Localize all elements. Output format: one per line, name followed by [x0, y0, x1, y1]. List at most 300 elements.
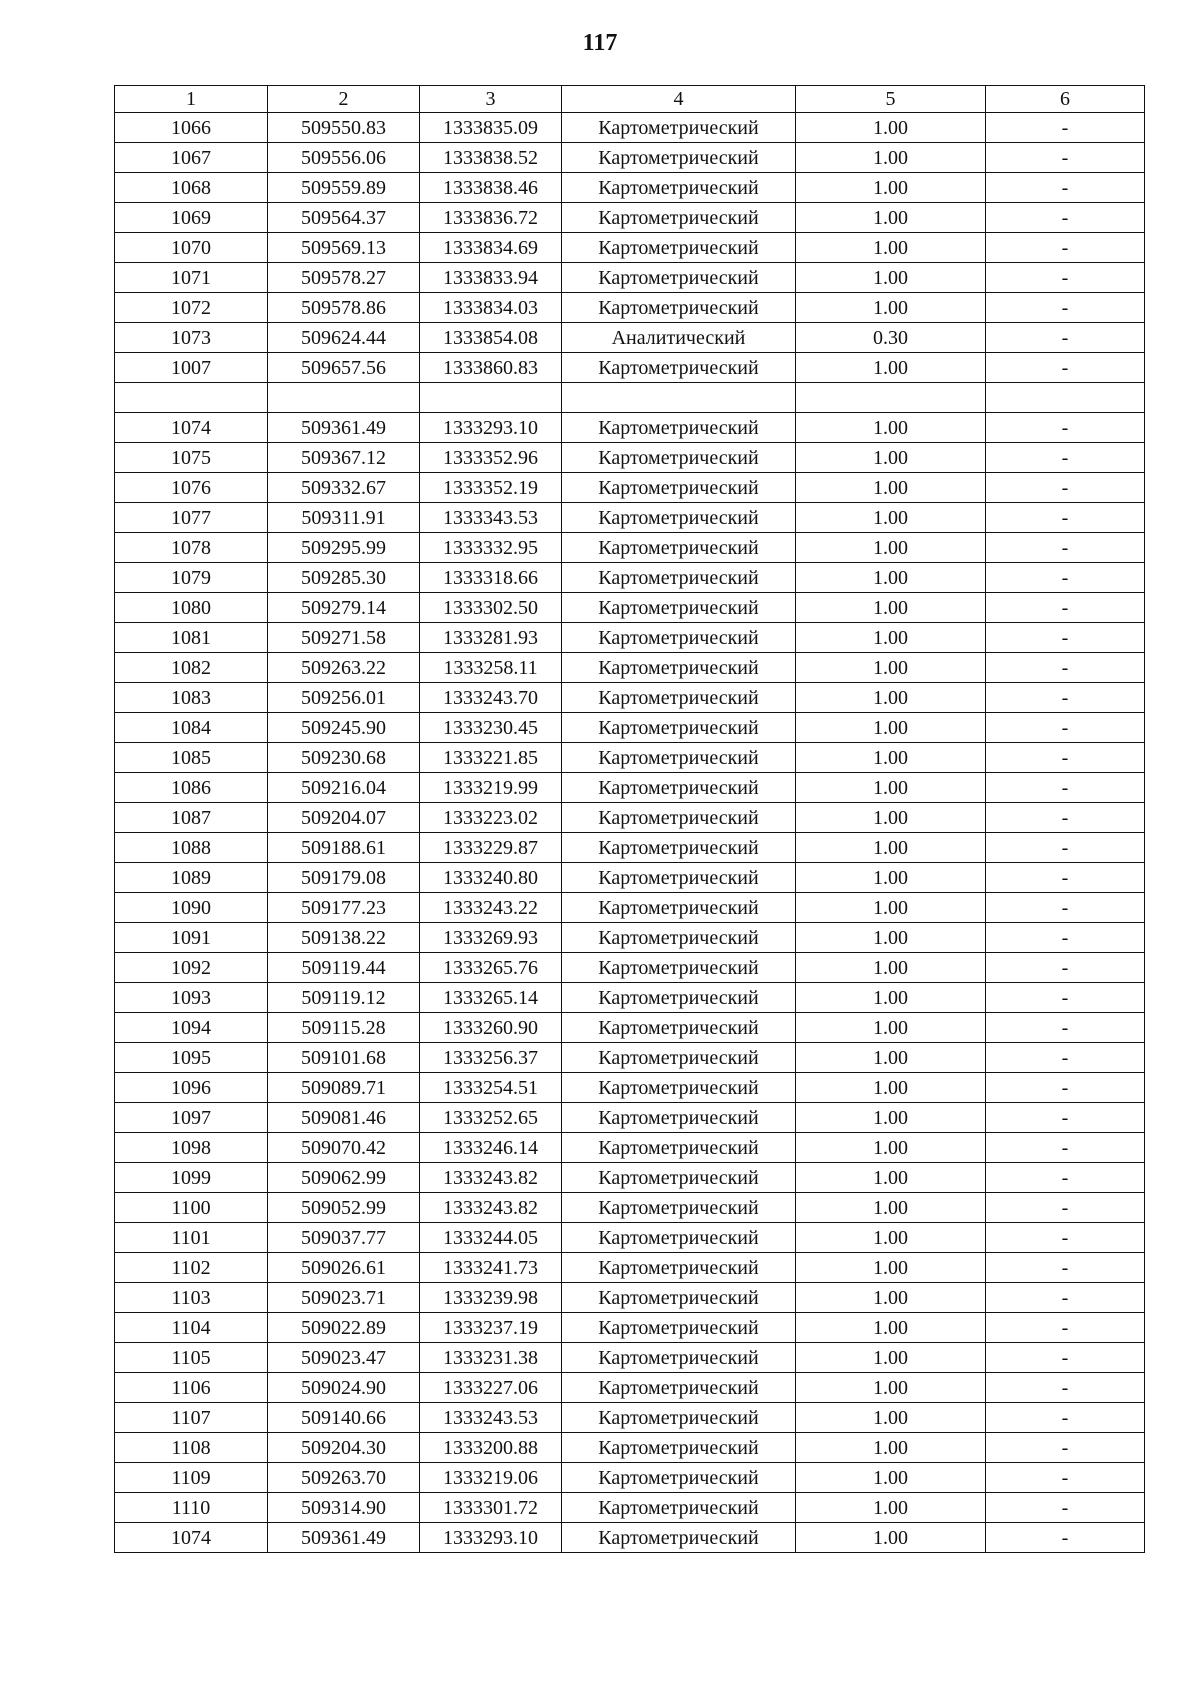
note-cell: - [986, 683, 1145, 713]
point-number-cell: 1096 [115, 1073, 268, 1103]
method-cell: Картометрический [562, 1523, 796, 1553]
x-coordinate-cell: 509263.70 [268, 1463, 420, 1493]
method-cell: Картометрический [562, 353, 796, 383]
accuracy-cell: 1.00 [796, 1523, 986, 1553]
y-coordinate-cell: 1333239.98 [420, 1283, 562, 1313]
point-number-cell: 1089 [115, 863, 268, 893]
accuracy-cell: 1.00 [796, 683, 986, 713]
table-row [115, 893, 1145, 923]
method-cell: Картометрический [562, 293, 796, 323]
note-cell: - [986, 443, 1145, 473]
method-cell: Картометрический [562, 1253, 796, 1283]
method-cell [562, 383, 796, 413]
note-cell: - [986, 983, 1145, 1013]
accuracy-cell: 1.00 [796, 1343, 986, 1373]
note-cell: - [986, 143, 1145, 173]
note-cell: - [986, 1133, 1145, 1163]
table-row [115, 863, 1145, 893]
table-row [115, 803, 1145, 833]
y-coordinate-cell: 1333258.11 [420, 653, 562, 683]
accuracy-cell: 1.00 [796, 923, 986, 953]
method-cell: Картометрический [562, 1403, 796, 1433]
accuracy-cell: 1.00 [796, 1253, 986, 1283]
point-number-cell: 1095 [115, 1043, 268, 1073]
y-coordinate-cell: 1333293.10 [420, 413, 562, 443]
point-number-cell: 1072 [115, 293, 268, 323]
note-cell: - [986, 1373, 1145, 1403]
note-cell: - [986, 1343, 1145, 1373]
x-coordinate-cell: 509245.90 [268, 713, 420, 743]
method-cell: Картометрический [562, 893, 796, 923]
accuracy-cell: 1.00 [796, 593, 986, 623]
x-coordinate-cell: 509556.06 [268, 143, 420, 173]
table-header [115, 86, 1145, 113]
accuracy-cell: 1.00 [796, 623, 986, 653]
point-number-cell: 1084 [115, 713, 268, 743]
accuracy-cell: 1.00 [796, 713, 986, 743]
method-cell: Картометрический [562, 1433, 796, 1463]
method-cell: Картометрический [562, 233, 796, 263]
table-row [115, 653, 1145, 683]
method-cell: Картометрический [562, 953, 796, 983]
accuracy-cell: 1.00 [796, 803, 986, 833]
point-number-cell: 1106 [115, 1373, 268, 1403]
x-coordinate-cell: 509119.44 [268, 953, 420, 983]
x-coordinate-cell: 509062.99 [268, 1163, 420, 1193]
y-coordinate-cell: 1333252.65 [420, 1103, 562, 1133]
y-coordinate-cell: 1333244.05 [420, 1223, 562, 1253]
accuracy-cell: 1.00 [796, 1043, 986, 1073]
method-cell: Картометрический [562, 1493, 796, 1523]
accuracy-cell: 1.00 [796, 1313, 986, 1343]
x-coordinate-cell: 509285.30 [268, 563, 420, 593]
y-coordinate-cell: 1333219.99 [420, 773, 562, 803]
point-number-cell: 1109 [115, 1463, 268, 1493]
x-coordinate-cell: 509119.12 [268, 983, 420, 1013]
x-coordinate-cell: 509188.61 [268, 833, 420, 863]
x-coordinate-cell: 509230.68 [268, 743, 420, 773]
method-cell: Картометрический [562, 803, 796, 833]
point-number-cell: 1070 [115, 233, 268, 263]
table-row [115, 743, 1145, 773]
note-cell: - [986, 1073, 1145, 1103]
x-coordinate-cell: 509559.89 [268, 173, 420, 203]
note-cell: - [986, 893, 1145, 923]
point-number-cell: 1092 [115, 953, 268, 983]
y-coordinate-cell: 1333230.45 [420, 713, 562, 743]
table-row [115, 923, 1145, 953]
x-coordinate-cell [268, 383, 420, 413]
method-cell: Картометрический [562, 1193, 796, 1223]
point-number-cell: 1105 [115, 1343, 268, 1373]
coordinates-table [114, 85, 1145, 1553]
point-number-cell: 1079 [115, 563, 268, 593]
y-coordinate-cell: 1333836.72 [420, 203, 562, 233]
accuracy-cell: 1.00 [796, 1103, 986, 1133]
x-coordinate-cell: 509070.42 [268, 1133, 420, 1163]
note-cell: - [986, 863, 1145, 893]
y-coordinate-cell: 1333293.10 [420, 1523, 562, 1553]
accuracy-cell: 1.00 [796, 443, 986, 473]
accuracy-cell: 1.00 [796, 1193, 986, 1223]
accuracy-cell: 1.00 [796, 1283, 986, 1313]
y-coordinate-cell: 1333838.52 [420, 143, 562, 173]
table-row [115, 1433, 1145, 1463]
point-number-cell [115, 383, 268, 413]
point-number-cell: 1099 [115, 1163, 268, 1193]
x-coordinate-cell: 509216.04 [268, 773, 420, 803]
accuracy-cell: 1.00 [796, 983, 986, 1013]
x-coordinate-cell: 509279.14 [268, 593, 420, 623]
accuracy-cell: 1.00 [796, 1433, 986, 1463]
accuracy-cell: 1.00 [796, 1163, 986, 1193]
x-coordinate-cell: 509271.58 [268, 623, 420, 653]
method-cell: Аналитический [562, 323, 796, 353]
note-cell: - [986, 953, 1145, 983]
table-row [115, 1373, 1145, 1403]
accuracy-cell: 1.00 [796, 533, 986, 563]
table-row [115, 983, 1145, 1013]
point-number-cell: 1088 [115, 833, 268, 863]
accuracy-cell: 1.00 [796, 293, 986, 323]
y-coordinate-cell: 1333221.85 [420, 743, 562, 773]
note-cell: - [986, 413, 1145, 443]
method-cell: Картометрический [562, 1223, 796, 1253]
y-coordinate-cell: 1333834.69 [420, 233, 562, 263]
note-cell: - [986, 263, 1145, 293]
y-coordinate-cell: 1333281.93 [420, 623, 562, 653]
method-cell: Картометрический [562, 593, 796, 623]
table-row [115, 1523, 1145, 1553]
note-cell: - [986, 113, 1145, 143]
table-row [115, 563, 1145, 593]
point-number-cell: 1083 [115, 683, 268, 713]
accuracy-cell: 1.00 [796, 1403, 986, 1433]
table-row [115, 1463, 1145, 1493]
point-number-cell: 1108 [115, 1433, 268, 1463]
method-cell: Картометрический [562, 263, 796, 293]
point-number-cell: 1091 [115, 923, 268, 953]
note-cell: - [986, 653, 1145, 683]
point-number-cell: 1066 [115, 113, 268, 143]
table-row [115, 683, 1145, 713]
x-coordinate-cell: 509578.86 [268, 293, 420, 323]
x-coordinate-cell: 509578.27 [268, 263, 420, 293]
y-coordinate-cell: 1333302.50 [420, 593, 562, 623]
method-cell: Картометрический [562, 173, 796, 203]
header-row [115, 86, 1145, 113]
method-cell: Картометрический [562, 113, 796, 143]
x-coordinate-cell: 509314.90 [268, 1493, 420, 1523]
accuracy-cell: 1.00 [796, 863, 986, 893]
note-cell: - [986, 293, 1145, 323]
table-row [115, 353, 1145, 383]
table-row [115, 533, 1145, 563]
table-row [115, 1313, 1145, 1343]
point-number-cell: 1090 [115, 893, 268, 923]
accuracy-cell: 1.00 [796, 1493, 986, 1523]
y-coordinate-cell: 1333229.87 [420, 833, 562, 863]
accuracy-cell: 1.00 [796, 1133, 986, 1163]
table-row [115, 1133, 1145, 1163]
accuracy-cell: 1.00 [796, 503, 986, 533]
y-coordinate-cell: 1333265.76 [420, 953, 562, 983]
x-coordinate-cell: 509361.49 [268, 413, 420, 443]
method-cell: Картометрический [562, 1163, 796, 1193]
note-cell: - [986, 533, 1145, 563]
y-coordinate-cell: 1333241.73 [420, 1253, 562, 1283]
table-row [115, 443, 1145, 473]
table-row [115, 1493, 1145, 1523]
table-row [115, 323, 1145, 353]
y-coordinate-cell: 1333860.83 [420, 353, 562, 383]
accuracy-cell: 1.00 [796, 263, 986, 293]
note-cell: - [986, 593, 1145, 623]
y-coordinate-cell: 1333223.02 [420, 803, 562, 833]
y-coordinate-cell: 1333260.90 [420, 1013, 562, 1043]
note-cell: - [986, 1463, 1145, 1493]
method-cell: Картометрический [562, 1313, 796, 1343]
column-header-6: 6 [986, 86, 1145, 113]
x-coordinate-cell: 509204.07 [268, 803, 420, 833]
accuracy-cell: 1.00 [796, 833, 986, 863]
accuracy-cell: 1.00 [796, 1223, 986, 1253]
y-coordinate-cell: 1333243.82 [420, 1163, 562, 1193]
accuracy-cell: 1.00 [796, 203, 986, 233]
table-row [115, 1283, 1145, 1313]
y-coordinate-cell: 1333240.80 [420, 863, 562, 893]
method-cell: Картометрический [562, 653, 796, 683]
method-cell: Картометрический [562, 473, 796, 503]
x-coordinate-cell: 509138.22 [268, 923, 420, 953]
method-cell: Картометрический [562, 1133, 796, 1163]
point-number-cell: 1081 [115, 623, 268, 653]
table-row [115, 413, 1145, 443]
method-cell: Картометрический [562, 713, 796, 743]
point-number-cell: 1071 [115, 263, 268, 293]
point-number-cell: 1077 [115, 503, 268, 533]
y-coordinate-cell: 1333254.51 [420, 1073, 562, 1103]
note-cell: - [986, 1103, 1145, 1133]
point-number-cell: 1075 [115, 443, 268, 473]
note-cell: - [986, 1433, 1145, 1463]
table-row [115, 173, 1145, 203]
y-coordinate-cell: 1333227.06 [420, 1373, 562, 1403]
table-row [115, 833, 1145, 863]
method-cell: Картометрический [562, 1013, 796, 1043]
accuracy-cell: 1.00 [796, 353, 986, 383]
x-coordinate-cell: 509263.22 [268, 653, 420, 683]
table-row [115, 113, 1145, 143]
method-cell: Картометрический [562, 413, 796, 443]
y-coordinate-cell: 1333833.94 [420, 263, 562, 293]
x-coordinate-cell: 509115.28 [268, 1013, 420, 1043]
x-coordinate-cell: 509037.77 [268, 1223, 420, 1253]
accuracy-cell: 1.00 [796, 1463, 986, 1493]
y-coordinate-cell: 1333301.72 [420, 1493, 562, 1523]
table-row [115, 473, 1145, 503]
point-number-cell: 1098 [115, 1133, 268, 1163]
x-coordinate-cell: 509023.47 [268, 1343, 420, 1373]
table-row [115, 503, 1145, 533]
point-number-cell: 1107 [115, 1403, 268, 1433]
accuracy-cell: 1.00 [796, 1013, 986, 1043]
point-number-cell: 1110 [115, 1493, 268, 1523]
table-row [115, 773, 1145, 803]
x-coordinate-cell: 509367.12 [268, 443, 420, 473]
column-header-3: 3 [420, 86, 562, 113]
column-header-5: 5 [796, 86, 986, 113]
column-header-4: 4 [562, 86, 796, 113]
note-cell: - [986, 353, 1145, 383]
note-cell: - [986, 1223, 1145, 1253]
point-number-cell: 1082 [115, 653, 268, 683]
y-coordinate-cell: 1333243.70 [420, 683, 562, 713]
x-coordinate-cell: 509332.67 [268, 473, 420, 503]
point-number-cell: 1068 [115, 173, 268, 203]
accuracy-cell: 1.00 [796, 143, 986, 173]
accuracy-cell: 1.00 [796, 1373, 986, 1403]
point-number-cell: 1076 [115, 473, 268, 503]
y-coordinate-cell: 1333352.19 [420, 473, 562, 503]
point-number-cell: 1073 [115, 323, 268, 353]
table-row [115, 293, 1145, 323]
y-coordinate-cell: 1333352.96 [420, 443, 562, 473]
method-cell: Картометрический [562, 623, 796, 653]
accuracy-cell: 1.00 [796, 653, 986, 683]
x-coordinate-cell: 509550.83 [268, 113, 420, 143]
x-coordinate-cell: 509179.08 [268, 863, 420, 893]
x-coordinate-cell: 509564.37 [268, 203, 420, 233]
table-row [115, 233, 1145, 263]
y-coordinate-cell: 1333243.53 [420, 1403, 562, 1433]
method-cell: Картометрический [562, 1103, 796, 1133]
note-cell: - [986, 713, 1145, 743]
table-row [115, 383, 1145, 413]
accuracy-cell: 1.00 [796, 773, 986, 803]
table-body [115, 113, 1145, 1553]
y-coordinate-cell: 1333332.95 [420, 533, 562, 563]
x-coordinate-cell: 509177.23 [268, 893, 420, 923]
x-coordinate-cell: 509569.13 [268, 233, 420, 263]
y-coordinate-cell: 1333835.09 [420, 113, 562, 143]
method-cell: Картометрический [562, 683, 796, 713]
y-coordinate-cell: 1333838.46 [420, 173, 562, 203]
y-coordinate-cell: 1333854.08 [420, 323, 562, 353]
x-coordinate-cell: 509022.89 [268, 1313, 420, 1343]
note-cell: - [986, 1163, 1145, 1193]
table-row [115, 1073, 1145, 1103]
x-coordinate-cell: 509295.99 [268, 533, 420, 563]
point-number-cell: 1101 [115, 1223, 268, 1253]
method-cell: Картометрический [562, 743, 796, 773]
note-cell: - [986, 233, 1145, 263]
point-number-cell: 1080 [115, 593, 268, 623]
y-coordinate-cell: 1333318.66 [420, 563, 562, 593]
y-coordinate-cell: 1333834.03 [420, 293, 562, 323]
note-cell: - [986, 503, 1145, 533]
accuracy-cell: 1.00 [796, 1073, 986, 1103]
method-cell: Картометрический [562, 563, 796, 593]
accuracy-cell: 1.00 [796, 953, 986, 983]
x-coordinate-cell: 509140.66 [268, 1403, 420, 1433]
table-row [115, 1343, 1145, 1373]
method-cell: Картометрический [562, 203, 796, 233]
method-cell: Картометрический [562, 143, 796, 173]
point-number-cell: 1100 [115, 1193, 268, 1223]
point-number-cell: 1078 [115, 533, 268, 563]
method-cell: Картометрический [562, 503, 796, 533]
table-row [115, 1193, 1145, 1223]
note-cell: - [986, 743, 1145, 773]
y-coordinate-cell: 1333243.22 [420, 893, 562, 923]
note-cell: - [986, 1253, 1145, 1283]
method-cell: Картометрический [562, 1373, 796, 1403]
note-cell: - [986, 1283, 1145, 1313]
accuracy-cell: 1.00 [796, 473, 986, 503]
x-coordinate-cell: 509311.91 [268, 503, 420, 533]
note-cell: - [986, 1313, 1145, 1343]
method-cell: Картометрический [562, 1343, 796, 1373]
table-row [115, 263, 1145, 293]
x-coordinate-cell: 509624.44 [268, 323, 420, 353]
y-coordinate-cell: 1333243.82 [420, 1193, 562, 1223]
point-number-cell: 1067 [115, 143, 268, 173]
x-coordinate-cell: 509657.56 [268, 353, 420, 383]
x-coordinate-cell: 509024.90 [268, 1373, 420, 1403]
accuracy-cell: 1.00 [796, 563, 986, 593]
note-cell: - [986, 203, 1145, 233]
y-coordinate-cell: 1333237.19 [420, 1313, 562, 1343]
point-number-cell: 1094 [115, 1013, 268, 1043]
method-cell: Картометрический [562, 1073, 796, 1103]
table-row [115, 1043, 1145, 1073]
note-cell: - [986, 1013, 1145, 1043]
point-number-cell: 1087 [115, 803, 268, 833]
table-row [115, 1163, 1145, 1193]
note-cell: - [986, 773, 1145, 803]
note-cell: - [986, 923, 1145, 953]
y-coordinate-cell: 1333265.14 [420, 983, 562, 1013]
y-coordinate-cell: 1333343.53 [420, 503, 562, 533]
x-coordinate-cell: 509204.30 [268, 1433, 420, 1463]
accuracy-cell [796, 383, 986, 413]
accuracy-cell: 1.00 [796, 743, 986, 773]
x-coordinate-cell: 509256.01 [268, 683, 420, 713]
point-number-cell: 1007 [115, 353, 268, 383]
table-row [115, 1013, 1145, 1043]
x-coordinate-cell: 509052.99 [268, 1193, 420, 1223]
point-number-cell: 1097 [115, 1103, 268, 1133]
table-row [115, 623, 1145, 653]
table-row [115, 713, 1145, 743]
note-cell: - [986, 833, 1145, 863]
y-coordinate-cell: 1333231.38 [420, 1343, 562, 1373]
note-cell: - [986, 803, 1145, 833]
note-cell: - [986, 1523, 1145, 1553]
table-row [115, 1403, 1145, 1433]
method-cell: Картометрический [562, 923, 796, 953]
method-cell: Картометрический [562, 1043, 796, 1073]
point-number-cell: 1086 [115, 773, 268, 803]
method-cell: Картометрический [562, 833, 796, 863]
table-row [115, 1103, 1145, 1133]
note-cell: - [986, 1493, 1145, 1523]
point-number-cell: 1102 [115, 1253, 268, 1283]
x-coordinate-cell: 509081.46 [268, 1103, 420, 1133]
x-coordinate-cell: 509026.61 [268, 1253, 420, 1283]
note-cell: - [986, 173, 1145, 203]
